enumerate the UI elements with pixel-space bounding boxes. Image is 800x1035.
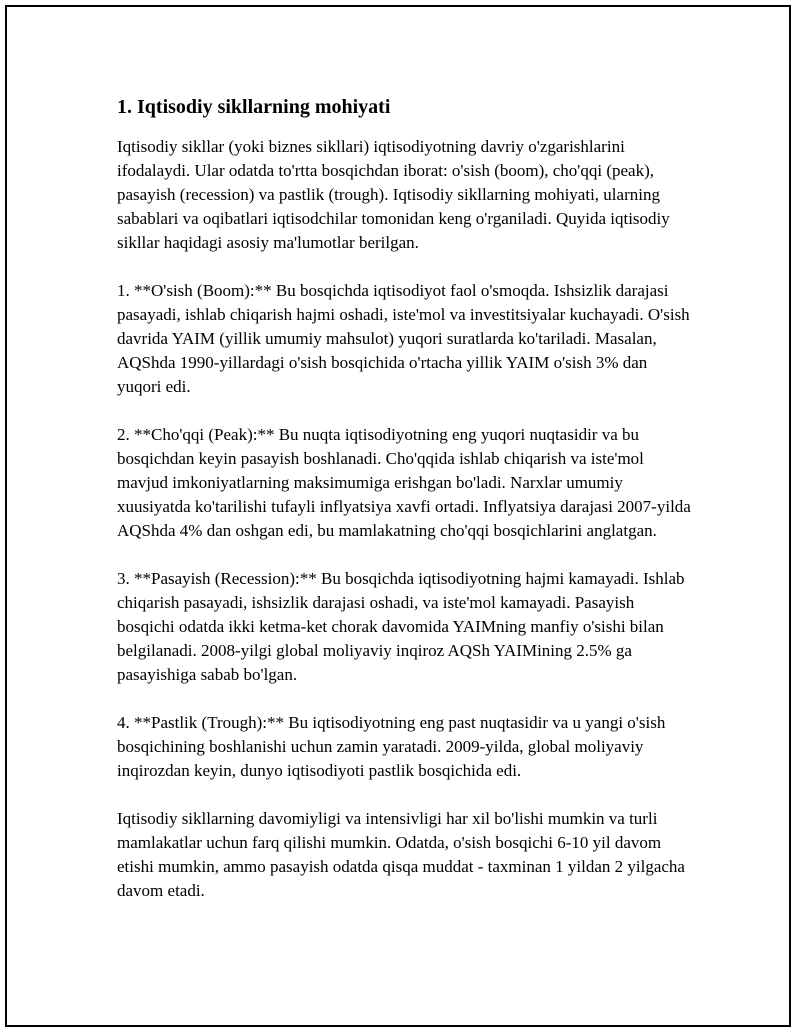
document-body — [117, 95, 692, 927]
paragraph-peak: 2. **Cho'qqi (Peak):** Bu nuqta iqtisodiyotning eng yuqori nuqtasidir va bu bosqichdan keyin pasayish boshlanadi. Cho'qqida ishlab chiqarish va iste'mol mavjud imkoniyatlarning maksimumiga erishgan bo'ladi. Narxlar umumiy xuusiyatda ko'tarilishi tufayli inflyatsiya xavfi ortadi. Inflyatsiya darajasi 2007-yilda AQShda 4% dan oshgan edi, bu mamlakatning cho'qqi bosqichlarini anglatgan. — [117, 425, 691, 540]
paragraph-intro: Iqtisodiy sikllar (yoki biznes sikllari) iqtisodiyotning davriy o'zgarishlarini ifodalaydi. Ular odatda to'rtta bosqichdan iborat: o'sish (boom), cho'qqi (peak), pasayish (recession) va pastlik (trough). Iqtisodiy sikllarning mohiyati, ularning sabablari va oqibatlari iqtisodchilar tomonidan keng o'rganiladi. Quyida iqtisodiy sikllar haqidagi asosiy ma'lumotlar berilgan. — [117, 137, 670, 252]
paragraph-conclusion: Iqtisodiy sikllarning davomiyligi va intensivligi har xil bo'lishi mumkin va turli mamlakatlar uchun farq qilishi mumkin. Odatda, o'sish bosqichi 6-10 yil davom etishi mumkin, ammo pasayish odatda qisqa muddat - taxminan 1 yildan 2 yilgacha davom etadi. — [117, 809, 685, 900]
section-title: 1. Iqtisodiy sikllarning mohiyati — [117, 96, 391, 118]
paragraph-recession: 3. **Pasayish (Recession):** Bu bosqichda iqtisodiyotning hajmi kamayadi. Ishlab chiqarish pasayadi, ishsizlik darajasi oshadi, va iste'mol kamayadi. Pasayish bosqichi odatda ikki ketma-ket chorak davomida YAIMning manfiy o'sishi bilan belgilanadi. 2008-yilgi global moliyaviy inqiroz AQSh YAIMining 2.5% ga pasayishiga sabab bo'lgan. — [117, 569, 685, 684]
paragraph-boom: 1. **O'sish (Boom):** Bu bosqichda iqtisodiyot faol o'smoqda. Ishsizlik darajasi pasayadi, ishlab chiqarish hajmi oshadi, iste'mol va investitsiyalar kuchayadi. O'sish davrida YAIM (yillik umumiy mahsulot) yuqori suratlarda ko'tariladi. Masalan, AQShda 1990-yillardagi o'sish bosqichida o'rtacha yillik YAIM o'sish 3% dan yuqori edi. — [117, 281, 690, 396]
paragraph-trough: 4. **Pastlik (Trough):** Bu iqtisodiyotning eng past nuqtasidir va u yangi o'sish bosqichining boshlanishi uchun zamin yaratadi. 2009-yilda, global moliyaviy inqirozdan keyin, dunyo iqtisodiyoti pastlik bosqichida edi. — [117, 713, 666, 780]
